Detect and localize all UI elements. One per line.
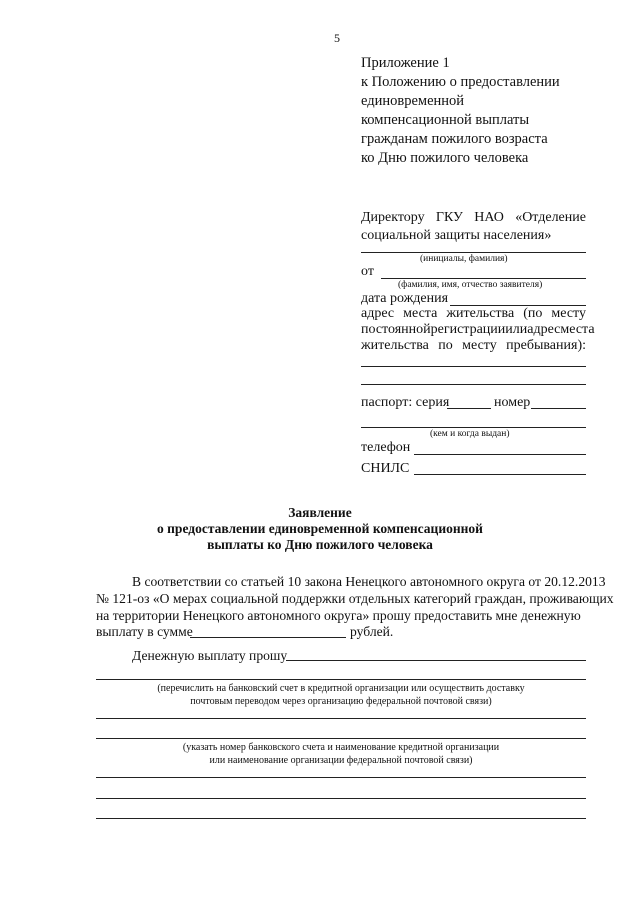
word: или <box>505 322 528 337</box>
issued-caption: (кем и когда выдан) <box>430 429 510 439</box>
payment-note: (перечислить на банковский счет в кредитной организации или осуществить доставку <box>157 683 525 694</box>
body-text: № 121-оз «О мерах социальной поддержки отдельных категорий граждан, проживающих <box>96 591 614 606</box>
snils-label: СНИЛС <box>361 461 410 476</box>
word: регистрации <box>430 322 506 337</box>
passport-series-label: паспорт: серия <box>361 395 450 410</box>
passport-number-field[interactable] <box>531 408 586 409</box>
word: месту <box>462 338 497 353</box>
appendix-line: Приложение 1 <box>361 55 450 71</box>
body-text: рублей. <box>350 624 394 639</box>
word: ГКУ <box>435 210 463 225</box>
fio-caption: (фамилия, имя, отчество заявителя) <box>398 280 543 290</box>
body-text: В соответствии со статьей 10 закона Ненецкого автономного округа от 20.12.2013 <box>132 574 606 589</box>
phone-field[interactable] <box>414 454 586 455</box>
appendix-line: к Положению о предоставлении <box>361 74 560 90</box>
document-subtitle: о предоставлении единовременной компенсационной <box>157 521 483 536</box>
word: месту <box>551 306 586 321</box>
word: места <box>560 322 595 337</box>
initials-field[interactable] <box>361 252 586 253</box>
document-title: Заявление <box>288 505 352 520</box>
page-number: 5 <box>334 31 340 45</box>
word: НАО <box>474 210 504 225</box>
word: по <box>438 338 453 353</box>
word: Директору <box>361 210 425 225</box>
bank-details-field[interactable] <box>96 818 586 819</box>
word: адрес <box>361 306 395 321</box>
address-line1 <box>361 306 586 322</box>
word: жительства <box>446 306 515 321</box>
addressee-line2: социальной защиты населения» <box>361 228 552 243</box>
passport-number-label: номер <box>494 395 531 410</box>
snils-field[interactable] <box>414 474 586 475</box>
payment-note: почтовым переводом через организацию федеральной почтовой связи) <box>190 696 492 707</box>
word: «Отделение <box>515 210 586 225</box>
word: (по <box>523 306 543 321</box>
from-label: от <box>361 264 374 279</box>
appendix-line: единовременной <box>361 93 465 109</box>
payment-method-field[interactable] <box>286 660 586 661</box>
amount-field[interactable] <box>190 637 346 638</box>
payment-label: Денежную выплату прошу <box>132 648 288 663</box>
address-line3 <box>361 338 586 354</box>
bank-details-field[interactable] <box>96 798 586 799</box>
appendix-heading <box>361 54 560 168</box>
bank-details-field[interactable] <box>96 738 586 739</box>
body-text: выплату в сумме <box>96 624 193 639</box>
address-field[interactable] <box>361 366 586 367</box>
appendix-line: гражданам пожилого возраста <box>361 131 548 147</box>
appendix-line: компенсационной выплаты <box>361 112 530 128</box>
birth-label: дата рождения <box>361 291 449 306</box>
initials-caption: (инициалы, фамилия) <box>420 254 508 264</box>
phone-label: телефон <box>361 440 411 455</box>
word: места <box>403 306 438 321</box>
fio-field[interactable] <box>381 278 586 279</box>
bank-note: (указать номер банковского счета и наименование кредитной организации <box>182 742 500 753</box>
word: постоянной <box>361 322 431 337</box>
word: жительства <box>361 338 429 353</box>
address-field[interactable] <box>361 384 586 385</box>
document-subtitle: выплаты ко Дню пожилого человека <box>207 537 433 552</box>
bank-details-field[interactable] <box>96 718 586 719</box>
word: пребывания): <box>506 338 586 353</box>
passport-series-field[interactable] <box>447 408 491 409</box>
word: адрес <box>527 322 561 337</box>
appendix-line: ко Дню пожилого человека <box>361 150 529 166</box>
bank-details-field[interactable] <box>96 777 586 778</box>
passport-issued-field[interactable] <box>361 427 586 428</box>
bank-note: или наименование организации федеральной почтовой связи) <box>209 755 473 766</box>
payment-method-field[interactable] <box>96 679 586 680</box>
addressee-line1 <box>361 210 586 226</box>
body-text: на территории Ненецкого автономного округа» прошу предоставить мне денежную <box>96 608 581 623</box>
address-line2 <box>361 322 595 338</box>
